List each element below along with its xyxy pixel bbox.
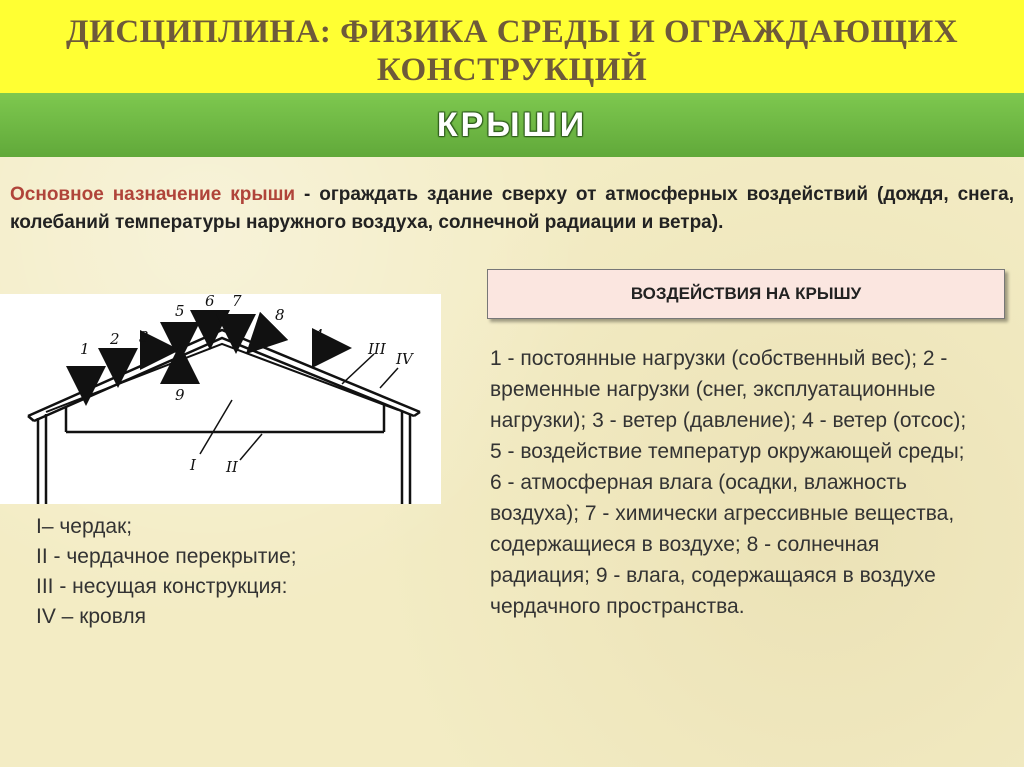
label-I: I (190, 456, 196, 474)
legend-list (36, 512, 456, 632)
intro-paragraph (10, 181, 1014, 237)
label-1: 1 (80, 340, 90, 358)
attic-walls (38, 404, 410, 504)
title-bar (0, 0, 1024, 94)
page-title (0, 0, 1024, 89)
label-3: 3 (139, 328, 149, 346)
effects-text: 1 - постоянные нагрузки (собственный вес); 2 - временные нагрузки (снег, эксплуатационные нагрузки); 3 - ветер (давление); 4 - ветер (отсос); 5 - воздействие температур окружающей среды; 6 - атмосферная влага (осадки, влажность воздуха); 7 - химически агрессивные вещества, содержащиеся в воздухе; 8 - солнечная радиация; 9 - влага, содержащаяся в воздухе чердачного пространства. (490, 347, 967, 618)
effects-heading-box (487, 269, 1005, 319)
label-5: 5 (175, 302, 185, 320)
label-II: II (226, 458, 238, 476)
legend-item: III - несущая конструкция: (36, 575, 288, 598)
title-line-2: КОНСТРУКЦИЙ (376, 52, 648, 88)
title-line-1: ДИСЦИПЛИНА: ФИЗИКА СРЕДЫ И ОГРАЖДАЮЩИХ (65, 14, 959, 50)
effects-heading: ВОЗДЕЙСТВИЯ НА КРЫШУ (630, 284, 862, 303)
label-4: 4 (314, 326, 324, 344)
label-8: 8 (275, 306, 285, 324)
roof-inner-line (46, 344, 398, 412)
roof-diagram (0, 294, 441, 504)
section-title: КРЫШИ (436, 106, 588, 144)
label-6: 6 (205, 294, 215, 310)
intro-lead: Основное назначение крыши (10, 184, 296, 205)
intro-text: - ограждать здание сверху от атмосферных воздействий (дождя, снега, колебаний температуры наружного воздуха, солнечной радиации и ветра). (10, 184, 1014, 233)
label-7: 7 (232, 294, 242, 310)
roof-diagram-svg (0, 294, 441, 504)
label-IV: IV (396, 350, 413, 368)
legend-item: IV – кровля (36, 605, 147, 628)
label-9: 9 (175, 386, 185, 404)
legend-item: I– чердак; (36, 515, 133, 538)
legend-item: II - чердачное перекрытие; (36, 545, 297, 568)
section-banner (0, 93, 1024, 157)
label-2: 2 (110, 330, 120, 348)
label-III: III (368, 340, 386, 358)
